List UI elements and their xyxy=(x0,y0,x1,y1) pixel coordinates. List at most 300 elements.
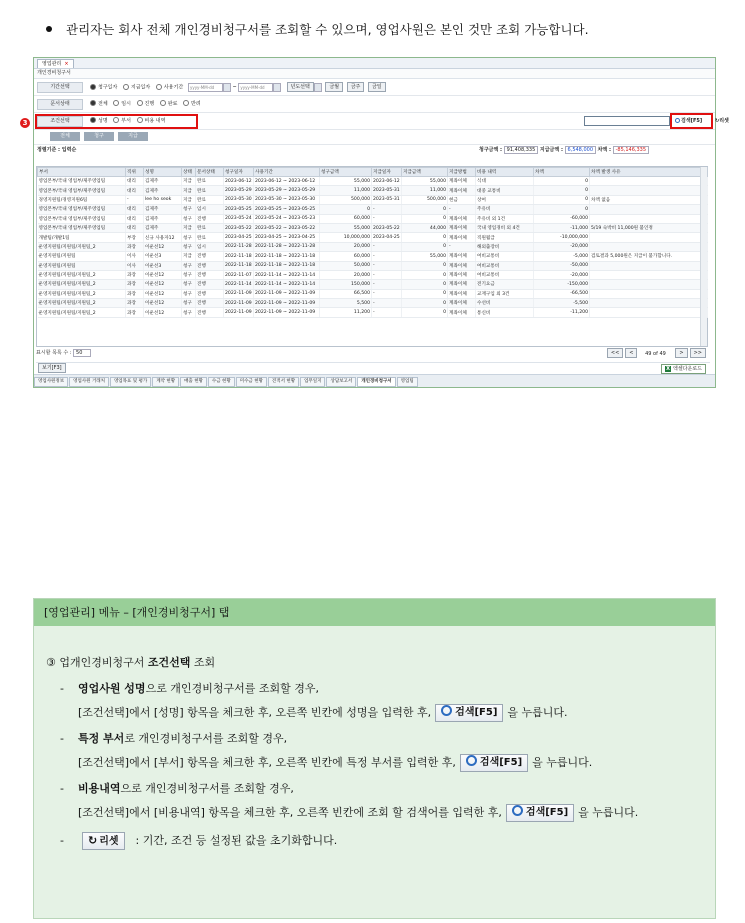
bottom-tab[interactable]: 견적서 현황 xyxy=(268,377,299,387)
claim-total: 91,408,335 xyxy=(504,146,539,154)
table-cell: 식대 xyxy=(476,177,534,186)
table-cell: 직원월급 xyxy=(476,233,534,242)
radio-progress[interactable] xyxy=(137,100,143,106)
item-bold: 영업사원 성명 xyxy=(77,682,146,695)
reset-button[interactable] xyxy=(82,832,125,850)
press-suffix: 을 누릅니다. xyxy=(507,706,568,719)
bottom-tab[interactable]: 미수금 현황 xyxy=(236,377,267,387)
step-marker: 3 xyxy=(20,118,30,128)
table-cell: 2022-11-28 xyxy=(224,242,254,251)
table-cell: 55,000 xyxy=(402,177,448,186)
table-cell: 청구 xyxy=(182,289,196,298)
table-cell: 여비교통비 xyxy=(476,270,534,279)
table-row[interactable] xyxy=(38,233,708,242)
table-row[interactable] xyxy=(38,261,708,270)
press-suffix: 을 누릅니다. xyxy=(532,756,593,769)
table-cell: 청구 xyxy=(182,205,196,214)
column-header[interactable]: 차액 xyxy=(534,168,590,177)
table-cell: 상여 xyxy=(476,195,534,204)
table-cell: 2022-11-28 ~ 2022-11-28 xyxy=(254,242,320,251)
table-cell: -10,000,000 xyxy=(534,233,590,242)
table-cell: 운영지원팀/지원팀/지원팀_2 xyxy=(38,299,126,308)
table-cell: 대리 xyxy=(126,186,144,195)
radio-label: 임시 xyxy=(121,101,131,107)
summary-row xyxy=(34,145,715,155)
table-cell: 전기요금 xyxy=(476,280,534,289)
start-date-input[interactable]: yyyy-MM-dd xyxy=(188,83,223,92)
table-cell: - xyxy=(372,205,402,214)
calendar-icon[interactable] xyxy=(223,83,231,92)
table-cell: -150,000 xyxy=(534,280,590,289)
table-cell: 경영지원팀/경영지원6팀 xyxy=(38,195,126,204)
table-cell: 20,000 xyxy=(320,242,372,251)
table-cell: 2022-11-09 ~ 2022-11-09 xyxy=(254,308,320,317)
radio-done[interactable] xyxy=(160,100,166,106)
table-cell xyxy=(590,280,708,289)
table-row[interactable] xyxy=(38,195,708,204)
table-cell: -20,000 xyxy=(534,270,590,279)
table-cell: 0 xyxy=(402,261,448,270)
bottom-tab[interactable]: 영업사원정보 xyxy=(34,377,68,387)
table-cell: 2022-11-09 xyxy=(224,308,254,317)
table-cell: 청구 xyxy=(182,299,196,308)
table-cell: 0 xyxy=(402,205,448,214)
radio-pay-date[interactable] xyxy=(123,84,129,90)
table-cell xyxy=(590,205,708,214)
diff-total-label: 차액 : xyxy=(597,147,611,153)
table-cell: 2022-11-14 ~ 2022-11-14 xyxy=(254,280,320,289)
this-month-button[interactable]: 금월 xyxy=(325,82,343,92)
table-cell: 해외출장비 xyxy=(476,242,534,251)
table-cell: 완료 xyxy=(196,223,224,232)
detail-text: [조건선택]에서 [비용내역] 항목을 체크한 후, 오른쪽 빈칸에 조회 할 검색어를 입력한 후, xyxy=(78,806,502,819)
table-cell: 150,000 xyxy=(320,280,372,289)
claim-total-label: 청구금액 : xyxy=(479,147,503,153)
tab-label: 영업관리 xyxy=(42,61,62,67)
pager xyxy=(36,348,710,358)
table-cell: 계좌이체 xyxy=(448,177,476,186)
table-cell: 청구 xyxy=(182,270,196,279)
search-button[interactable] xyxy=(460,754,528,772)
table-cell: 0 xyxy=(534,177,590,186)
table-cell: 계좌이체 xyxy=(448,308,476,317)
table-cell: 2022-11-09 ~ 2022-11-09 xyxy=(254,289,320,298)
table-cell: 2023-05-24 xyxy=(224,214,254,223)
table-row[interactable] xyxy=(38,280,708,289)
table-cell: 국내 영업경비 외 4건 xyxy=(476,223,534,232)
reset-button[interactable]: ↻리셋 xyxy=(715,118,729,124)
table-cell: 2022-11-09 ~ 2022-11-09 xyxy=(254,299,320,308)
table-cell: 2023-05-29 xyxy=(224,186,254,195)
table-cell: 진행 xyxy=(196,299,224,308)
search-label: 검색[F5] xyxy=(681,118,703,124)
page-size-select[interactable]: 50 xyxy=(73,349,91,357)
breadcrumb: 개인경비청구서 xyxy=(34,69,715,79)
table-cell: 대중 교통비 xyxy=(476,186,534,195)
table-cell: 운영지원팀/지원팀/지원팀_2 xyxy=(38,242,126,251)
column-header[interactable]: 상태 xyxy=(182,168,196,177)
table-cell: 이사 xyxy=(126,252,144,261)
item-3: - 비용내역으로 개인경비청구서를 조회할 경우, xyxy=(60,782,294,795)
today-button[interactable]: 금일 xyxy=(368,82,386,92)
table-cell: - xyxy=(372,261,402,270)
table-cell: 대리 xyxy=(126,214,144,223)
excel-download-button[interactable] xyxy=(661,364,706,374)
table-cell: 운영지원팀/지원팀/지원팀_2 xyxy=(38,270,126,279)
table-cell: 임시 xyxy=(196,205,224,214)
this-week-button[interactable]: 금주 xyxy=(347,82,365,92)
table-cell: 55,000 xyxy=(320,223,372,232)
pay-button[interactable]: 지급 xyxy=(118,132,148,141)
table-cell: 대리 xyxy=(126,223,144,232)
table-cell: 신규 사용자12 xyxy=(144,233,182,242)
table-cell: - xyxy=(372,270,402,279)
keyword-input[interactable] xyxy=(584,116,670,126)
table-cell: 영업본부/국내 영업부/제주영업팀 xyxy=(38,177,126,186)
radio-label: 완료 xyxy=(167,101,178,107)
table-cell: - xyxy=(126,195,144,204)
radio-label: 부서 xyxy=(121,118,131,124)
table-cell: 계좌이체 xyxy=(448,280,476,289)
table-cell: 완료 xyxy=(196,195,224,204)
table-cell: 2023-05-22 xyxy=(224,223,254,232)
column-header[interactable]: 직위 xyxy=(126,168,144,177)
window-tabstrip xyxy=(34,58,715,69)
table-row[interactable] xyxy=(38,289,708,298)
table-cell: - xyxy=(372,308,402,317)
table-cell: 주유비 외 1건 xyxy=(476,214,534,223)
item-bold: 특정 부서 xyxy=(77,732,125,745)
period-label: 기간선택 xyxy=(37,82,83,93)
column-header[interactable]: 사용기간 xyxy=(254,168,320,177)
table-cell xyxy=(590,261,708,270)
column-header[interactable]: 비용 내역 xyxy=(476,168,534,177)
table-cell: 60,000 xyxy=(320,252,372,261)
column-header[interactable]: 지급방법 xyxy=(448,168,476,177)
table-cell: 운영지원팀/지원팀/지원팀_2 xyxy=(38,289,126,298)
table-row[interactable] xyxy=(38,223,708,232)
bottom-tab[interactable]: 상담보고서 xyxy=(326,377,356,387)
table-cell: 이운선3 xyxy=(144,261,182,270)
table-cell: 이운선12 xyxy=(144,299,182,308)
search-label: 검색[F5] xyxy=(455,707,498,718)
view-button[interactable]: 보기[F3] xyxy=(38,363,66,373)
end-date-input[interactable]: yyyy-MM-dd xyxy=(238,83,273,92)
table-cell: 2023-04-25 xyxy=(372,233,402,242)
table-cell: 청구 xyxy=(182,242,196,251)
table-cell: 0 xyxy=(402,233,448,242)
table-cell: 2023-06-12 xyxy=(372,177,402,186)
radio-label: 지급일자 xyxy=(130,84,151,91)
table-row[interactable] xyxy=(38,299,708,308)
search-button[interactable] xyxy=(675,117,702,124)
search-icon xyxy=(512,805,523,816)
all-button[interactable]: 전체 xyxy=(50,132,80,141)
table-cell: 2023-05-24 ~ 2023-05-23 xyxy=(254,214,320,223)
table-cell: -5,500 xyxy=(534,299,590,308)
table-cell: 이운선12 xyxy=(144,289,182,298)
table-cell: 0 xyxy=(534,186,590,195)
table-row[interactable] xyxy=(38,252,708,261)
table-cell: 과장 xyxy=(126,270,144,279)
table-cell: - xyxy=(372,299,402,308)
reset-item: - ↻ 리셋 : 기간, 조건 등 설정된 값을 초기화합니다. xyxy=(60,832,337,850)
table-cell: 계좌이체 xyxy=(448,223,476,232)
table-row[interactable] xyxy=(38,214,708,223)
condition-label: 조건선택 xyxy=(37,116,83,127)
search-icon xyxy=(441,705,452,716)
column-header[interactable]: 부서 xyxy=(38,168,126,177)
radio-temp[interactable] xyxy=(113,100,119,106)
radio-claim-date[interactable] xyxy=(90,84,96,90)
table-cell: 대리 xyxy=(126,177,144,186)
bottom-tab[interactable]: 수금 현황 xyxy=(208,377,235,387)
table-cell: 김제주 xyxy=(144,214,182,223)
table-row[interactable] xyxy=(38,270,708,279)
intro-text: 관리자는 회사 전체 개인경비청구서를 조회할 수 있으며, 영업사원은 본인 것만 조회 가능합니다. xyxy=(66,22,589,37)
page-info: 49 of 49 xyxy=(645,350,666,357)
table-cell: 개발팀/개발1팀 xyxy=(38,233,126,242)
radio-label: 사용기간 xyxy=(163,84,184,91)
table-cell: 2022-11-18 xyxy=(224,261,254,270)
item-rest: 로 개인경비청구서를 조회할 경우, xyxy=(124,732,288,745)
item-1: - 영업사원 성명으로 개인경비청구서를 조회할 경우, xyxy=(60,682,319,695)
table-cell: -11,000 xyxy=(534,223,590,232)
table-cell: 2023-05-22 ~ 2023-05-22 xyxy=(254,223,320,232)
panel-heading xyxy=(46,654,215,670)
table-cell xyxy=(590,214,708,223)
table-cell: 55,000 xyxy=(320,177,372,186)
year-select[interactable]: 년도선택 xyxy=(287,82,314,92)
table-cell: 2023-04-25 ~ 2023-04-25 xyxy=(254,233,320,242)
table-cell: 진행 xyxy=(196,252,224,261)
table-cell: 완료 xyxy=(196,186,224,195)
bottom-tab[interactable]: 영업팀 xyxy=(397,377,418,387)
table-cell: -20,000 xyxy=(534,242,590,251)
table-cell: 청구 xyxy=(182,308,196,317)
period-filter: 기간선택 청구일자 지급일자 사용기간 yyyy-MM-dd ~ yyyy-MM-dd 년도선택 금월 금주 금일 xyxy=(34,79,715,96)
table-row[interactable] xyxy=(38,242,708,251)
column-header[interactable]: 지급일자 xyxy=(372,168,402,177)
table-cell: 진행 xyxy=(196,280,224,289)
vertical-scrollbar[interactable] xyxy=(700,167,707,346)
table-cell: 이운선3 xyxy=(144,252,182,261)
table-cell: 검토결과 5,000원은 지급이 불가합니다. xyxy=(590,252,708,261)
table-cell xyxy=(590,270,708,279)
table-cell: 임시 xyxy=(196,242,224,251)
radio-label: 전체 xyxy=(98,101,108,107)
calendar-icon[interactable] xyxy=(273,83,281,92)
bullet-icon xyxy=(46,26,52,32)
table-cell: 계좌이체 xyxy=(448,289,476,298)
prev-page-button[interactable]: < xyxy=(625,348,637,358)
detail-text: [조건선택]에서 [성명] 항목을 체크한 후, 오른쪽 빈칸에 성명을 입력한 후, xyxy=(78,706,432,719)
close-icon[interactable]: × xyxy=(64,61,69,67)
table-cell: 과장 xyxy=(126,308,144,317)
table-cell: 0 xyxy=(402,280,448,289)
app-screenshot xyxy=(22,57,729,388)
item-2-detail xyxy=(78,754,592,772)
table-cell: 2022-11-18 xyxy=(224,252,254,261)
table-row[interactable] xyxy=(38,186,708,195)
search-icon xyxy=(466,755,477,766)
table-cell: 44,000 xyxy=(402,223,448,232)
table-cell: 2023-05-29 ~ 2023-05-29 xyxy=(254,186,320,195)
reset-desc: : 기간, 조건 등 설정된 값을 초기화합니다. xyxy=(135,834,338,847)
heading-bold: 조건선택 xyxy=(147,656,191,669)
totals xyxy=(479,145,649,155)
explanation-panel xyxy=(33,598,716,919)
table-cell: 이운선12 xyxy=(144,270,182,279)
column-header[interactable]: 차액 발생 사유 xyxy=(590,168,708,177)
page-size-label: 표시할 목록 수 : xyxy=(36,350,72,356)
table-cell: 55,000 xyxy=(402,252,448,261)
item-1-detail xyxy=(78,704,568,722)
table-cell: 2022-11-14 ~ 2022-11-14 xyxy=(254,270,320,279)
table-cell: 2022-11-09 xyxy=(224,299,254,308)
chevron-down-icon[interactable] xyxy=(314,83,322,92)
radio-all[interactable] xyxy=(90,100,96,106)
table-cell xyxy=(590,186,708,195)
table-cell: 운영지원팀/지원팀 xyxy=(38,252,126,261)
table-cell: 2022-11-18 ~ 2022-11-18 xyxy=(254,261,320,270)
excel-label: 엑셀다운로드 xyxy=(673,366,702,372)
table-cell: 2023-05-25 xyxy=(224,205,254,214)
table-cell: 과장 xyxy=(126,289,144,298)
bottom-tab[interactable]: 계약 현황 xyxy=(152,377,179,387)
table-cell: 2022-11-07 xyxy=(224,270,254,279)
column-header[interactable]: 청구금액 xyxy=(320,168,372,177)
bottom-tab[interactable]: 매출 현황 xyxy=(180,377,207,387)
heading-prefix: ③ 업개인경비청구서 xyxy=(46,656,148,669)
reset-icon: ↻ xyxy=(87,834,98,847)
table-cell: 지급 xyxy=(182,186,196,195)
radio-label: 반려 xyxy=(191,101,201,107)
column-header[interactable]: 청구일자 xyxy=(224,168,254,177)
status-bar xyxy=(36,362,710,373)
first-page-button[interactable]: << xyxy=(607,348,623,358)
table-cell: 5,500 xyxy=(320,299,372,308)
item-rest: 으로 개인경비청구서를 조회할 경우, xyxy=(120,782,294,795)
table-cell: 교재구입 외 3건 xyxy=(476,289,534,298)
table-cell: 김제주 xyxy=(144,186,182,195)
table-cell: 여비교통비 xyxy=(476,261,534,270)
table-cell: 여비교통비 xyxy=(476,252,534,261)
status-label: 문서상태 xyxy=(37,99,83,110)
bottom-tab[interactable]: 영업사원 거래처 xyxy=(69,377,109,387)
table-cell xyxy=(590,177,708,186)
table-cell: 0 xyxy=(402,299,448,308)
table-cell: 지급 xyxy=(182,252,196,261)
last-page-button[interactable]: >> xyxy=(690,348,706,358)
bottom-tab[interactable]: 영업목표 및 평가 xyxy=(110,377,151,387)
table-cell: 주유비 xyxy=(476,205,534,214)
item-2: - 특정 부서로 개인경비청구서를 조회할 경우, xyxy=(60,732,288,745)
claim-button[interactable]: 청구 xyxy=(84,132,114,141)
table-cell: 11,000 xyxy=(402,186,448,195)
table-cell: 0 xyxy=(402,270,448,279)
column-header[interactable]: 문서상태 xyxy=(196,168,224,177)
list-toolbar xyxy=(34,130,715,145)
table-cell: 계좌이체 xyxy=(448,252,476,261)
table-cell xyxy=(590,233,708,242)
radio-label: 성명 xyxy=(98,118,108,124)
table-row[interactable] xyxy=(38,205,708,214)
table-cell: 과장 xyxy=(126,299,144,308)
table-cell: 운영지원팀/지원팀/지원팀_2 xyxy=(38,308,126,317)
table-cell: 2023-05-25 ~ 2023-05-25 xyxy=(254,205,320,214)
table-cell: 진행 xyxy=(196,261,224,270)
bottom-tab[interactable]: 업무일지 xyxy=(300,377,325,387)
table-cell: 운영지원팀/지원팀 xyxy=(38,261,126,270)
radio-use-period[interactable] xyxy=(156,84,162,90)
table-cell xyxy=(590,308,708,317)
table-row[interactable] xyxy=(38,308,708,317)
heading-suffix: 조회 xyxy=(190,656,216,669)
table-cell: -5,000 xyxy=(534,252,590,261)
table-row[interactable] xyxy=(38,177,708,186)
next-page-button[interactable]: > xyxy=(675,348,687,358)
table-cell: 500,000 xyxy=(402,195,448,204)
table-cell: 60,000 xyxy=(320,214,372,223)
table-cell: 500,000 xyxy=(320,195,372,204)
table-cell: 이운선12 xyxy=(144,308,182,317)
table-cell: 계좌이체 xyxy=(448,270,476,279)
table-cell: 2022-11-18 ~ 2022-11-18 xyxy=(254,252,320,261)
radio-reject[interactable] xyxy=(183,100,189,106)
search-button[interactable] xyxy=(506,804,574,822)
table-cell: - xyxy=(372,289,402,298)
status-filter xyxy=(34,96,715,113)
item-rest: 으로 개인경비청구서를 조회할 경우, xyxy=(145,682,319,695)
table-cell: - xyxy=(372,214,402,223)
table-cell: 5/19 숙박비 11,000원 불인정 xyxy=(590,223,708,232)
radio-label: 진행 xyxy=(144,101,155,107)
press-suffix: 을 누릅니다. xyxy=(578,806,639,819)
table-cell: 0 xyxy=(320,205,372,214)
column-header[interactable]: 지급금액 xyxy=(402,168,448,177)
pay-total-label: 지급금액 : xyxy=(539,147,563,153)
table-cell: 11,000 xyxy=(320,186,372,195)
table-cell: 2022-11-14 xyxy=(224,280,254,289)
table-cell: 0 xyxy=(534,195,590,204)
diff-total: -85,146,335 xyxy=(613,146,649,154)
item-3-detail xyxy=(78,804,638,822)
bottom-tab[interactable]: 개인경비청구서 xyxy=(357,377,395,387)
table-cell: 10,000,000 xyxy=(320,233,372,242)
tab-sales[interactable] xyxy=(37,59,74,68)
table-cell: 차액 없음 xyxy=(590,195,708,204)
table-cell: 2023-05-30 xyxy=(224,195,254,204)
reset-label: 리셋 xyxy=(99,836,119,847)
table-cell: lee ho seok xyxy=(144,195,182,204)
table-cell: -11,200 xyxy=(534,308,590,317)
table-cell: 0 xyxy=(402,308,448,317)
table-cell: - xyxy=(372,252,402,261)
expense-grid xyxy=(36,166,708,347)
table-cell: 진행 xyxy=(196,270,224,279)
table-cell: 계좌이체 xyxy=(448,233,476,242)
table-cell: 영업본부/국내 영업부/제주영업팀 xyxy=(38,205,126,214)
table-cell: -50,000 xyxy=(534,261,590,270)
column-header[interactable]: 성명 xyxy=(144,168,182,177)
detail-text: [조건선택]에서 [부서] 항목을 체크한 후, 오른쪽 빈칸에 특정 부서를 입력한 후, xyxy=(78,756,456,769)
table-cell: 계좌이체 xyxy=(448,186,476,195)
table-cell: 진행 xyxy=(196,289,224,298)
search-button[interactable] xyxy=(435,704,503,722)
bottom-tabs xyxy=(34,374,715,387)
table-cell: 청구 xyxy=(182,280,196,289)
